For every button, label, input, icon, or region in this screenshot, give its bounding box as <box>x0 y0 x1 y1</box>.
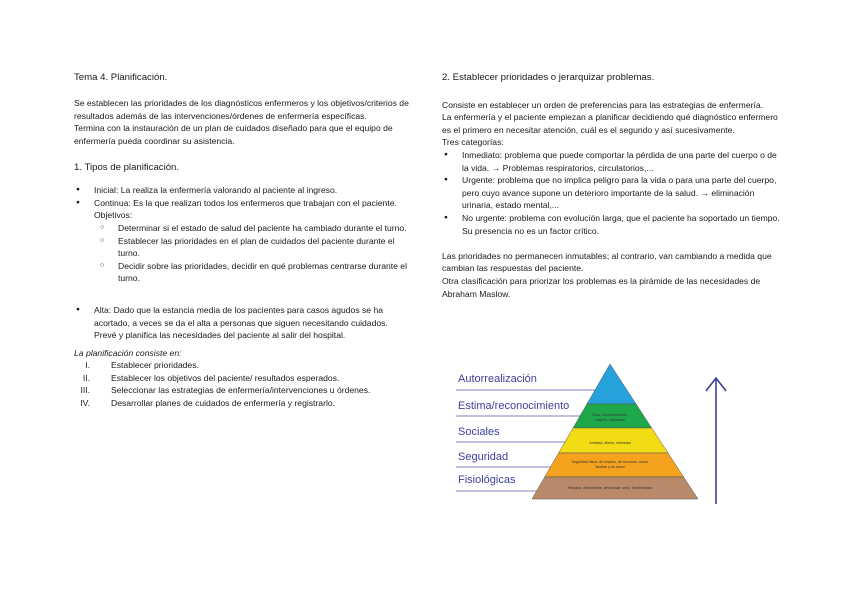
pyramid-level-label: Fisiológicas <box>458 474 516 486</box>
pyramid-band <box>587 364 636 404</box>
list-item: ● Continua: Es la que realizan todos los enfermeros que trabajan con el paciente. Objetivos: <box>74 197 409 222</box>
left-column <box>74 72 409 410</box>
categories-intro: Tres categorías: <box>442 137 504 148</box>
pyramid-inner-text: familiar y de salud <box>595 465 625 469</box>
list-item <box>74 359 409 372</box>
section-title-types: 1. Tipos de planificación. <box>74 161 180 173</box>
list-item: ○ Determinar si el estado de salud del paciente ha cambiado durante el turno. <box>74 222 409 235</box>
priorities-paragraph-5: Otra clasificación para priorizar los problemas es la pirámide de las necesidades de Abraham Maslow. <box>442 275 761 299</box>
priorities-paragraph-1: Consiste en establecer un orden de preferencias para las estrategias de enfermería. <box>442 99 764 110</box>
intro-paragraph-1: Se establecen las prioridades de los diagnósticos enfermeros y los objetivos/criterios de resultados además de las intervenciones/órdenes de enfermería específicas. <box>74 98 409 121</box>
pyramid-level-label: Sociales <box>458 426 500 438</box>
planning-steps-list <box>74 359 409 409</box>
list-item: ● Inmediato: problema que puede comportar la pérdida de una parte del cuerpo o de la vida. → Problemas respiratorios, circulatorios,... <box>442 149 782 174</box>
pyramid-inner-text: Respirar, alimentarse, descansar, sexo, homeostasis <box>567 486 653 490</box>
maslow-pyramid <box>452 357 752 507</box>
list-item <box>74 384 409 397</box>
list-item: ● Alta: Dado que la estancia media de los pacientes para casos agudos se ha acortado, a veces se da el alta a personas que siguen necesitando cuidados. Prevé y planifica las necesidades del paciente al salir del hospital. <box>74 304 409 342</box>
pyramid-inner-text: Amistad, afecto, intimidad <box>589 441 631 445</box>
pyramid-inner-text: respeto, confianza <box>595 418 625 422</box>
pyramid-bands <box>532 364 698 499</box>
step-number: I. <box>85 360 90 371</box>
right-column <box>442 72 782 300</box>
pyramid-level-label: Seguridad <box>458 451 509 463</box>
step-number: II. <box>82 372 90 383</box>
upward-arrow-icon <box>706 378 726 504</box>
priorities-paragraph-2: La enfermería y el paciente empiezan a planificar decidiendo qué diagnóstico enfermero es el primero en necesitar atención, cuál es el segundo y así sucesivamente. <box>442 112 778 135</box>
list-item: ○ Establecer las prioridades en el plan de cuidados del paciente durante el turno. <box>74 235 409 260</box>
step-text: Seleccionar las estrategias de enfermería/intervenciones u órdenes. <box>111 385 371 396</box>
pyramid-inner-text: Seguridad física, de empleo, de recursos, moral, <box>571 460 649 464</box>
pyramid-level-label: Estima/reconocimiento <box>458 400 570 412</box>
list-item: ● Inicial: La realiza la enfermería valorando al paciente al ingreso. <box>74 184 409 197</box>
topic-title: Tema 4. Planificación. <box>74 72 168 83</box>
planning-consists-title: La planificación consiste en: <box>74 347 182 358</box>
categories-list <box>442 149 782 237</box>
section-title-priorities: 2. Establecer prioridades o jerarquizar problemas. <box>442 72 655 83</box>
intro-paragraph-2: Termina con la instauración de un plan de cuidados diseñado para que el equipo de enfermería pueda coordinar su asistencia. <box>74 123 393 146</box>
planning-types-list <box>74 184 409 222</box>
step-number: IV. <box>80 398 90 409</box>
pyramid-level-label: Autorrealización <box>458 373 537 385</box>
alta-list <box>74 304 409 342</box>
list-item: ● No urgente: problema con evolución larga, que el paciente ha soportado un tiempo. Su presencia no es un factor crítico. <box>442 212 782 237</box>
step-text: Desarrollar planes de cuidados de enfermería y registrarlo. <box>111 398 336 409</box>
list-item: ● Urgente: problema que no implica peligro para la vida o para una parte del cuerpo, pero cuyo avance supone un deterioro importante de la salud. → eliminación urinaria, estado mental,... <box>442 174 782 212</box>
pyramid-inner-text: Éxito, reconocimiento, <box>592 413 628 417</box>
list-item: ○ Decidir sobre las prioridades, decidir en qué problemas centrarse durante el turno. <box>74 260 409 285</box>
list-item <box>74 397 409 410</box>
list-item <box>74 372 409 385</box>
objectives-list <box>74 222 409 285</box>
step-text: Establecer los objetivos del paciente/ resultados esperados. <box>111 372 340 383</box>
step-number: III. <box>80 385 90 396</box>
step-text: Establecer prioridades. <box>111 360 199 371</box>
priorities-paragraph-4: Las prioridades no permanecen inmutables; al contrario, van cambiando a medida que cambian las respuestas del paciente. <box>442 250 772 274</box>
